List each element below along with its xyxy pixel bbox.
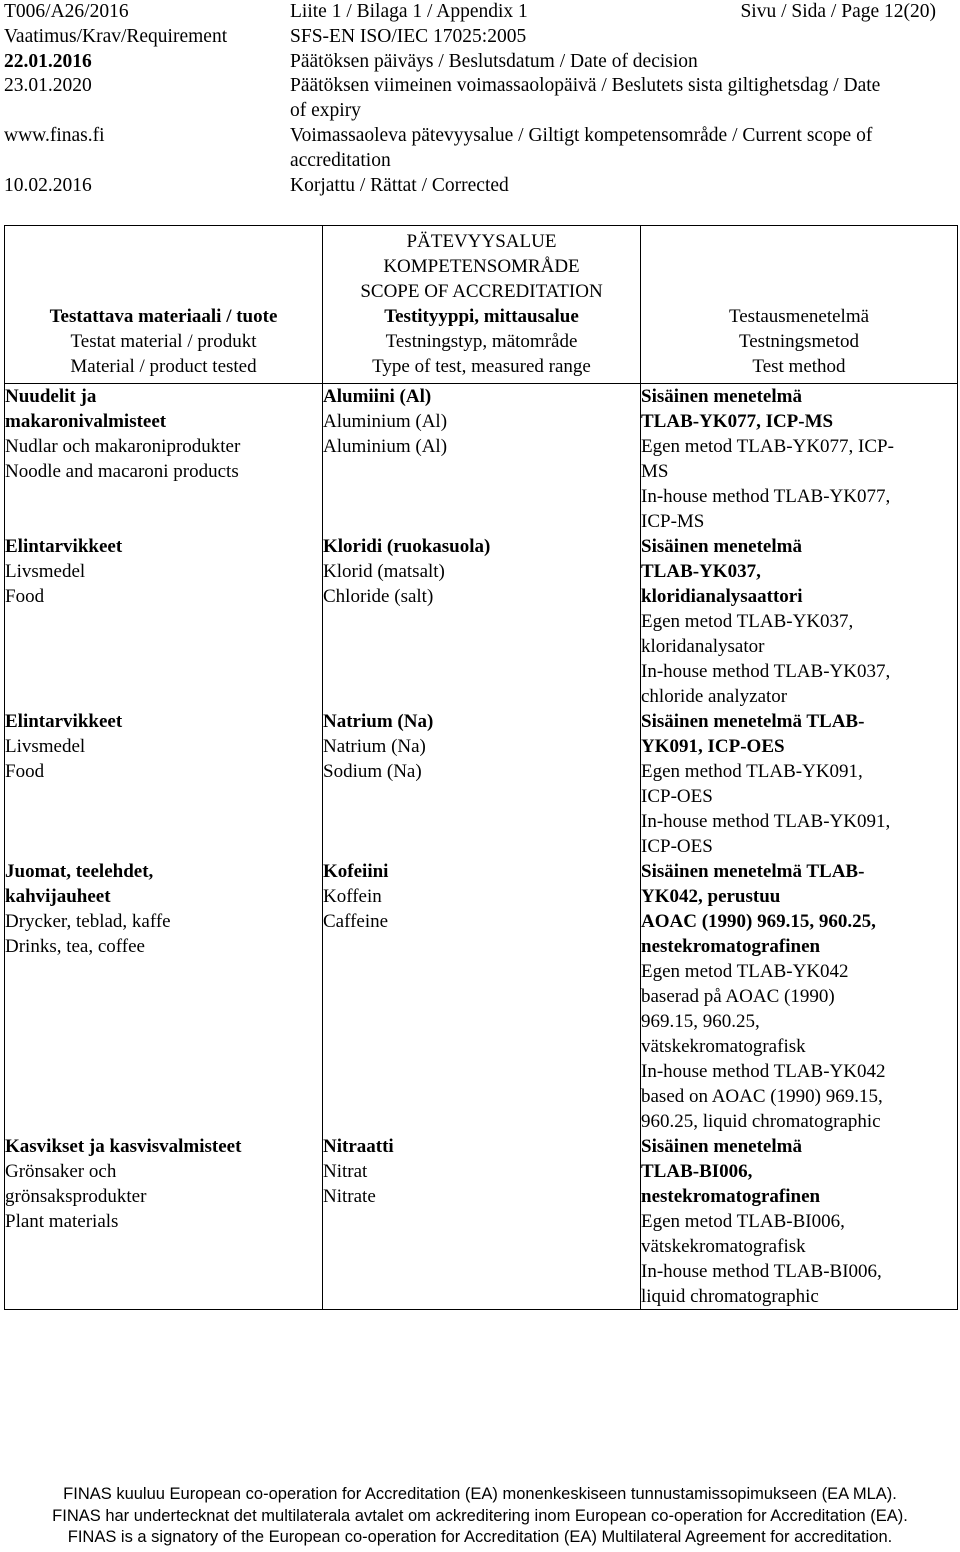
requirement-label: Vaatimus/Krav/Requirement — [4, 25, 228, 47]
expiry-label-cont: of expiry — [290, 100, 361, 122]
table-title: PÄTEVYYSALUE KOMPETENSOMRÅDE SCOPE OF ACCREDITATION — [323, 226, 641, 305]
column-header-material: Testattava materiaali / tuote Testat material / produkt Material / product tested — [5, 304, 323, 384]
table-row — [5, 859, 958, 1134]
column-header-test-type: Testityyppi, mittausalue Testningstyp, mätområde Type of test, measured range — [323, 304, 641, 384]
decision-date: 22.01.2016 — [4, 50, 92, 72]
scope-label: Voimassaoleva pätevyysalue / Giltigt kompetensområde / Current scope of — [290, 124, 873, 146]
document-id: T006/A26/2016 — [4, 1, 129, 22]
decision-label: Päätöksen päiväys / Beslutsdatum / Date of decision — [290, 50, 698, 72]
column-header-test-method: Testausmenetelmä Testningsmetod Test method — [641, 304, 958, 384]
test-type-cell: Kloridi (ruokasuola) Klorid (matsalt) Chloride (salt) — [323, 534, 641, 709]
footer-line: FINAS har undertecknat det multilaterala avtalet om ackreditering inom European co-operation for Accreditation (EA). — [52, 1506, 908, 1525]
material-cell: Kasvikset ja kasvisvalmisteet Grönsaker och grönsaksprodukter Plant materials — [5, 1134, 323, 1310]
test-type-cell: Alumiini (Al) Aluminium (Al) Aluminium (Al) — [323, 384, 641, 535]
standard-label: SFS-EN ISO/IEC 17025:2005 — [290, 25, 527, 47]
test-method-cell: Sisäinen menetelmä TLAB- YK042, perustuu AOAC (1990) 969.15, 960.25, nestekromatografinen Egen metod TLAB-YK042 baserad på AOAC (1990) 969.15, 960.25, vätskekromatografisk In-house method TLAB-YK042 based on AOAC (1990) 969.15, 960.25, liquid chromatographic — [641, 859, 958, 1134]
test-type-cell: Kofeiini Koffein Caffeine — [323, 859, 641, 1134]
test-method-cell: Sisäinen menetelmä TLAB-BI006, nestekromatografinen Egen metod TLAB-BI006, vätskekromatografisk In-house method TLAB-BI006, liquid chromatographic — [641, 1134, 958, 1310]
website: www.finas.fi — [4, 124, 105, 146]
table-row — [5, 1134, 958, 1310]
footer-line: FINAS is a signatory of the European co-operation for Accreditation (EA) Multilateral Agreement for accreditation. — [67, 1528, 893, 1546]
material-cell: Elintarvikkeet Livsmedel Food — [5, 534, 323, 709]
footer — [0, 1484, 960, 1549]
appendix-label: Liite 1 / Bilaga 1 / Appendix 1 — [290, 1, 528, 22]
test-type-cell: Nitraatti Nitrat Nitrate — [323, 1134, 641, 1310]
corrected-date: 10.02.2016 — [4, 174, 92, 196]
corrected-label: Korjattu / Rättat / Corrected — [290, 174, 509, 196]
expiry-label: Päätöksen viimeinen voimassaolopäivä / Beslutets sista giltighetsdag / Date — [290, 75, 881, 97]
material-cell: Juomat, teelehdet, kahvijauheet Drycker, teblad, kaffe Drinks, tea, coffee — [5, 859, 323, 1134]
test-method-cell: Sisäinen menetelmä TLAB- YK091, ICP-OES Egen method TLAB-YK091, ICP-OES In-house method TLAB-YK091, ICP-OES — [641, 709, 958, 859]
expiry-date: 23.01.2020 — [4, 75, 92, 97]
test-method-cell: Sisäinen menetelmä TLAB-YK077, ICP-MS Egen metod TLAB-YK077, ICP- MS In-house method TLAB-YK077, ICP-MS — [641, 384, 958, 535]
test-method-cell: Sisäinen menetelmä TLAB-YK037, kloridianalysaattori Egen metod TLAB-YK037, kloridanalysator In-house method TLAB-YK037, chloride analyzator — [641, 534, 958, 709]
page-number: Sivu / Sida / Page 12(20) — [740, 1, 936, 22]
test-type-cell: Natrium (Na) Natrium (Na) Sodium (Na) — [323, 709, 641, 859]
footer-line: FINAS kuuluu European co-operation for Accreditation (EA) monenkeskiseen tunnustamissopimukseen (EA MLA). — [63, 1485, 897, 1503]
scope-table — [4, 225, 958, 1310]
material-cell: Elintarvikkeet Livsmedel Food — [5, 709, 323, 859]
document-header — [4, 0, 956, 198]
table-row — [5, 534, 958, 709]
table-row — [5, 709, 958, 859]
material-cell: Nuudelit ja makaronivalmisteet Nudlar och makaroniprodukter Noodle and macaroni products — [5, 384, 323, 535]
table-row — [5, 384, 958, 535]
scope-label-cont: accreditation — [290, 149, 391, 171]
